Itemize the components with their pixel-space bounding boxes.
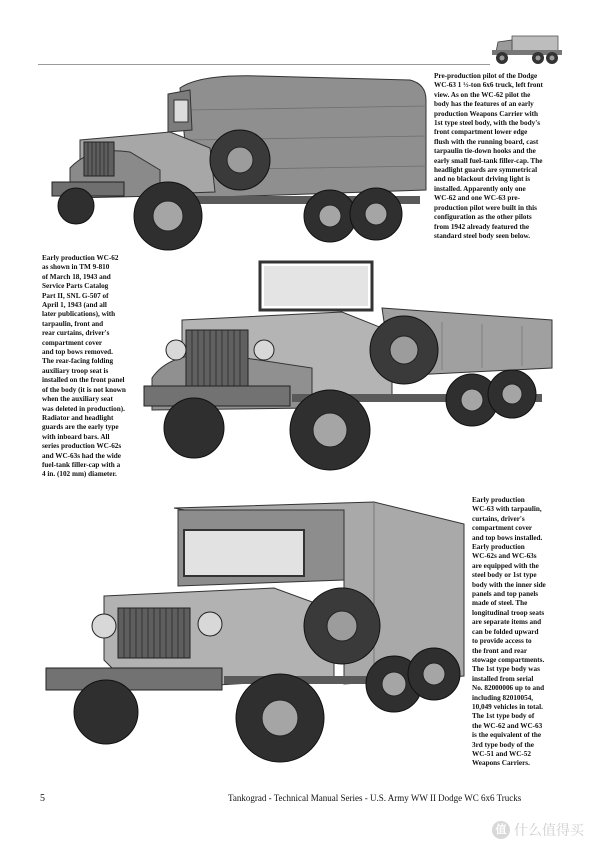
caption-bottom: Early production WC-63 with tarpaulin, curtains, driver's compartment cover and top bows installed. Early production WC-62s and WC-63s are equipped with the steel body or 1st type body with the inner side panels and top panels made of steel. The longitudinal troop seats are separate items and can be folded upward to provide access to the front and rear stowage compartments. The 1st type body was installed from serial No. 82000006 up to and including 82010054, 10,049 vehicles in total. The 1st type body of the WC-62 and WC-63 is the equivalent of the 3rd type body of the WC-51 and WC-52 Weapons Carriers. [472, 496, 546, 768]
photo-wc62-early-production [142, 258, 558, 486]
watermark [492, 820, 584, 840]
caption-middle: Early production WC-62 as shown in TM 9-810 of March 18, 1943 and Service Parts Catalog Part II, SNL G-507 of April 1, 1943 (and all later publications), with tarpaulin, front and rear curtains, driver's compartment cover and top bows removed. The rear-facing folding auxiliary troop seat is installed on the front panel of the body (it is not known when the auxiliary seat was deleted in production). Radiator and headlight guards are the early type with inboard bars. All series production WC-62s and WC-63s had the wide fuel-tank filler-cap with a 4 in. (102 mm) diameter. [42, 254, 126, 479]
watermark-text: 什么值得买 [514, 823, 584, 839]
caption-top: Pre-production pilot of the Dodge WC-63 1 ½-ton 6x6 truck, left front view. As on the WC-62 pilot the body has the features of an early production Weapons Carrier with 1st type steel body, with the body's front compartment lower edge flush with the running board, cast tarpaulin tie-down hooks and the early small fuel-tank filler-cap. The headlight guards are symmetrical and no blackout driving light is installed. Apparently only one WC-62 and one WC-63 pre- production pilot were built in this configuration as the other pilots from 1942 already featured the standard steel body seen below. [434, 72, 543, 240]
truck-silhouette-icon [488, 28, 566, 68]
photo-wc63-pilot-truck [40, 70, 430, 254]
page-number: 5 [40, 793, 45, 804]
watermark-badge-icon: 值 [492, 821, 510, 839]
series-title: Tankograd - Technical Manual Series - U.S. Army WW II Dodge WC 6x6 Trucks [228, 793, 522, 803]
header-rule [38, 64, 490, 65]
photo-wc63-early-production [44, 500, 468, 774]
